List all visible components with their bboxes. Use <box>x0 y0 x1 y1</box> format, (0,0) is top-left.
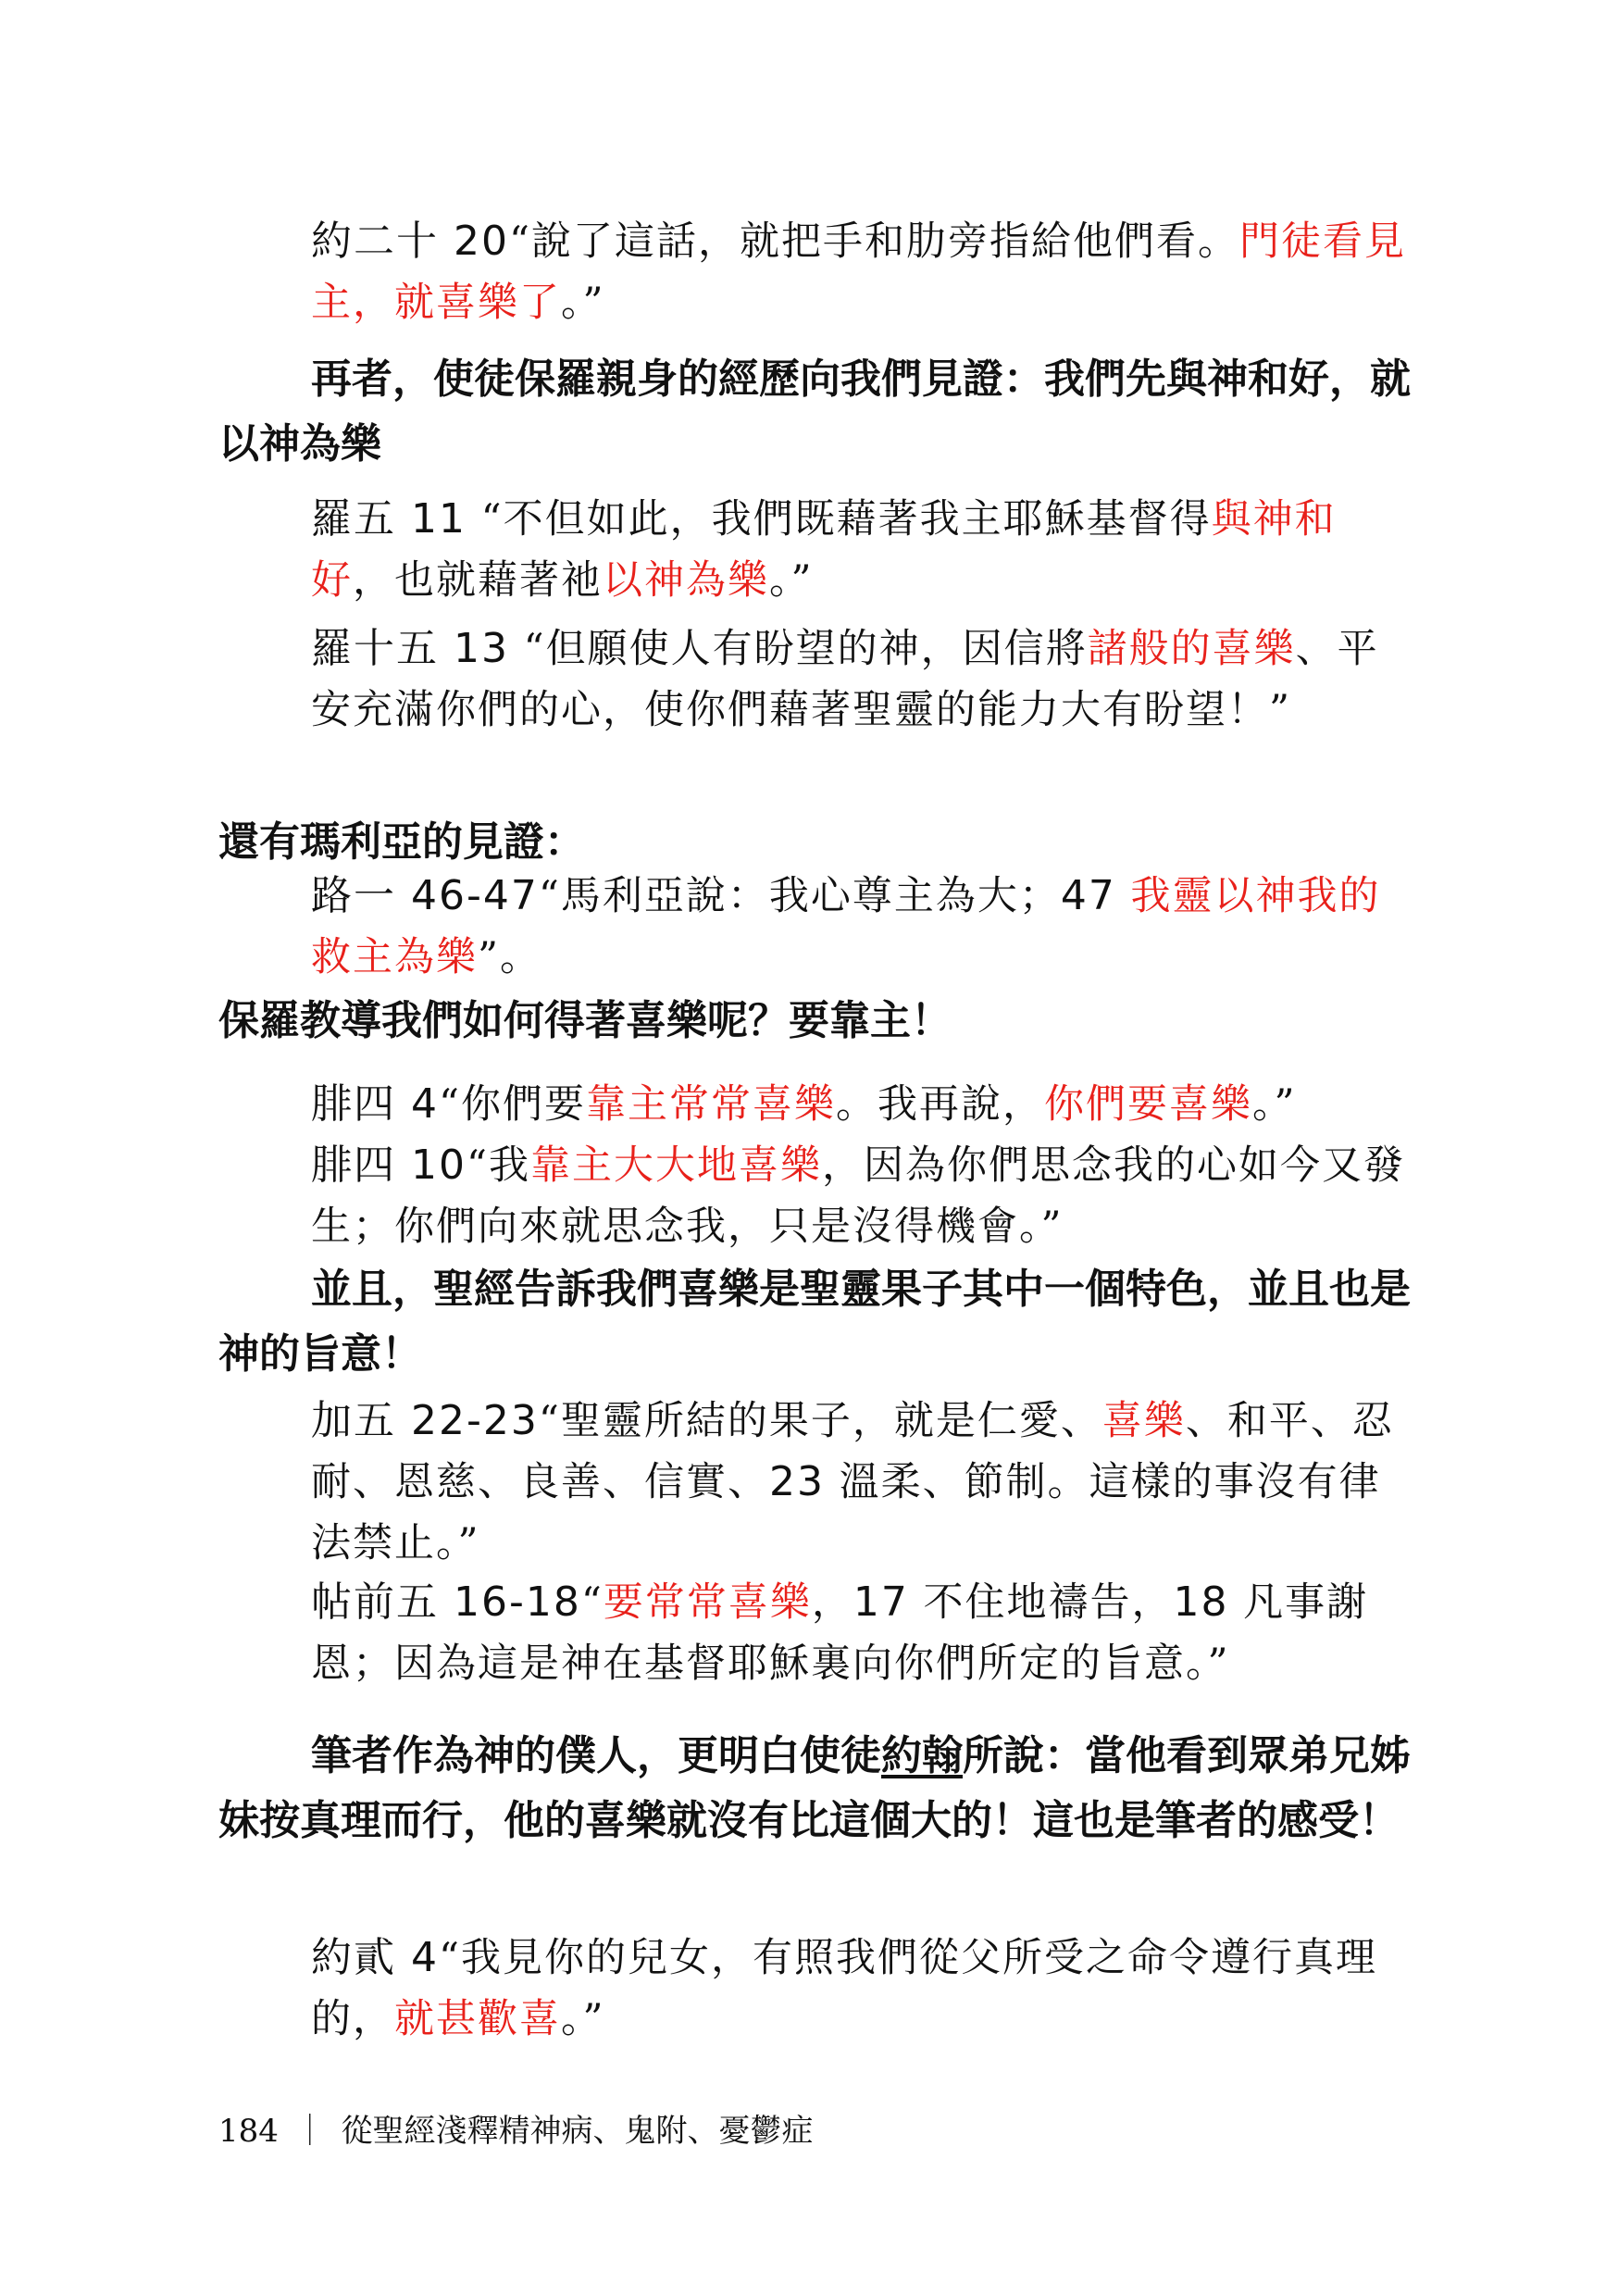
paragraph-rejoice-in-lord: 保羅教導我們如何得著喜樂呢？要靠主！ <box>218 997 952 1044</box>
verse-text: 不住地禱告， <box>908 1579 1174 1626</box>
verse-romans-5-11 <box>311 489 1411 611</box>
verse-reference: 路一 46-47 <box>311 872 539 919</box>
verse-text: “馬利亞說：我心尊主為大； <box>538 873 1061 919</box>
book-title: 從聖經淺釋精神病、鬼附、憂鬱症 <box>341 2113 814 2150</box>
verse-text: “我 <box>466 1142 530 1189</box>
paragraph-text: 筆者作為神的僕人，更明白使徒 <box>311 1732 881 1779</box>
verse-text: 、和平、忍耐、恩慈、良善、信實、 <box>311 1398 1394 1505</box>
verse-reference: 帖前五 16-18 <box>311 1578 581 1626</box>
verse-number: 23 <box>769 1458 825 1505</box>
page-number: 184 <box>218 2113 279 2150</box>
verse-text: 。” <box>561 1996 605 2042</box>
verse-text: 。” <box>1251 1081 1297 1128</box>
footer-separator: ｜ <box>293 2113 326 2150</box>
verse-text: ， <box>811 1579 853 1626</box>
highlighted-text: 靠主常常喜樂 <box>585 1081 836 1128</box>
verse-number: 17 <box>853 1578 909 1626</box>
verse-reference: 約二十 20 <box>311 218 509 265</box>
highlighted-text: 就甚歡喜 <box>394 1996 561 2042</box>
highlighted-text: 與神和好 <box>311 496 1337 604</box>
highlighted-text: 喜樂 <box>1101 1398 1186 1444</box>
verse-text: 溫柔、節制。這樣的事沒有律法禁止。” <box>311 1459 1381 1566</box>
page-footer <box>218 2105 814 2151</box>
verse-galatians-5-22 <box>311 1391 1411 1574</box>
verse-luke-1-46 <box>311 866 1411 988</box>
paragraph-author-servant <box>218 1724 1413 1853</box>
verse-text: “ <box>580 1579 604 1626</box>
verse-number: 47 <box>1060 872 1116 919</box>
highlighted-text: 你們要喜樂 <box>1043 1081 1252 1128</box>
underlined-name: 約翰 <box>881 1732 963 1779</box>
verse-3-john-4 <box>311 1928 1411 2050</box>
verse-philippians-4-4 <box>311 1074 1411 1135</box>
paragraph-text: 所說：當他看到眾弟兄姊妹按真理而行，他的喜樂就沒有比這個大的！這也是筆者的感受！ <box>218 1732 1411 1844</box>
verse-text: 。” <box>561 280 605 326</box>
highlighted-text: 要常常喜樂 <box>603 1579 812 1626</box>
verse-reference: 腓四 4 <box>311 1080 439 1128</box>
paragraph-mary: 還有瑪利亞的見證： <box>218 818 585 866</box>
verse-reference: 加五 22-23 <box>311 1397 539 1444</box>
verse-philippians-4-10 <box>311 1135 1411 1257</box>
verse-text: “不但如此，我們既藉著我主耶穌基督得 <box>466 496 1212 543</box>
verse-text: “但願使人有盼望的神，因信將 <box>508 626 1088 672</box>
verse-1-thessalonians-5-16 <box>311 1572 1411 1694</box>
verse-text: “聖靈所結的果子，就是仁愛、 <box>538 1398 1102 1444</box>
verse-text: 凡事謝恩；因為這是神在基督耶穌裏向你們所定的旨意。” <box>311 1579 1369 1687</box>
highlighted-text: 靠主大大地喜樂 <box>529 1142 822 1189</box>
verse-text: “我見你的兒女，有照我們從父所受之命令遵行真理的， <box>311 1935 1377 2042</box>
verse-text: 。我再說， <box>835 1081 1044 1128</box>
paragraph-reconciled: 再者，使徒保羅親身的經歷向我們見證：我們先與神和好，就以神為樂 <box>218 356 1411 468</box>
verse-text: ，也就藉著祂 <box>353 557 603 604</box>
verse-text: 、平安充滿你們的心，使你們藉著聖靈的能力大有盼望！” <box>311 626 1379 733</box>
verse-reference: 羅十五 13 <box>311 625 509 672</box>
verse-text: ，因為你們思念我的心如今又發生；你們向來就思念我，只是沒得機會。” <box>311 1142 1405 1250</box>
verse-text: 。” <box>769 557 814 604</box>
highlighted-text: 我靈以神我的救主為樂 <box>311 873 1381 980</box>
verse-text: “你們要 <box>438 1081 586 1128</box>
highlighted-text: 以神為樂 <box>603 557 769 604</box>
paragraph-fruit-of-spirit: 並且，聖經告訴我們喜樂是聖靈果子其中一個特色，並且也是神的旨意！ <box>218 1266 1411 1378</box>
verse-reference: 腓四 10 <box>311 1142 467 1189</box>
verse-romans-15-13 <box>311 618 1411 741</box>
highlighted-text: 門徒看見主，就喜樂了 <box>311 218 1406 326</box>
verse-number: 18 <box>1173 1578 1229 1626</box>
verse-text: ”。 <box>478 934 541 980</box>
verse-reference: 羅五 11 <box>311 495 467 543</box>
highlighted-text: 諸般的喜樂 <box>1087 626 1296 672</box>
verse-reference: 約貳 4 <box>311 1934 439 1981</box>
verse-text: “說了這話，就把手和肋旁指給他們看。 <box>508 218 1239 265</box>
verse-john-20-20 <box>311 211 1411 333</box>
